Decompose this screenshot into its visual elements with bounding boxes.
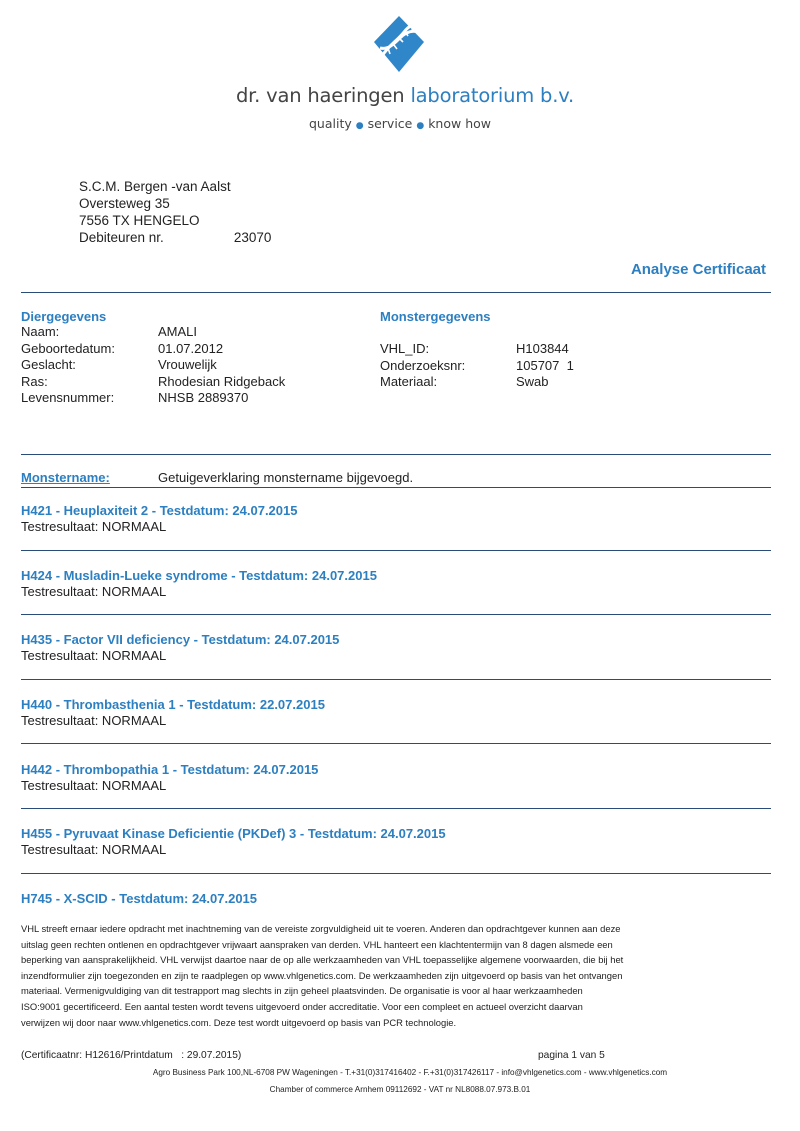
tagline-quality: quality [308, 116, 352, 131]
field-value: Rhodesian Ridgeback [158, 373, 286, 389]
test-result: Testresultaat: NORMAAL [21, 778, 167, 793]
sample-row-research-number [380, 358, 574, 375]
test-entry [21, 826, 771, 857]
debtor-number: 23070 [233, 230, 272, 245]
tagline-separator: ● [355, 121, 364, 131]
divider [21, 487, 771, 488]
certificate-number: (Certificaatnr: H12616/Printdatum : 29.07.2015) [21, 1050, 242, 1061]
field-value: NHSB 2889370 [158, 390, 249, 405]
animal-data-heading: Diergegevens [21, 309, 107, 324]
test-title: H421 - Heuplaxiteit 2 - Testdatum: 24.07.2015 [21, 503, 298, 518]
animal-row-breed [21, 374, 285, 391]
certificate-title: Analyse Certificaat [630, 261, 766, 278]
field-value: Vrouwelijk [158, 357, 217, 372]
field-value: AMALI [158, 324, 198, 339]
disclaimer-line: ISO:9001 gecertificeerd. Een aantal testen wordt tevens uitgevoerd onder accreditatie. Voor een compleet en actueel overzicht daarvan [21, 1000, 583, 1012]
sample-row-material [380, 374, 574, 391]
footer-chamber-of-commerce: Chamber of commerce Arnhem 09112692 - VAT nr NL8088.07.973.B.01 [269, 1085, 531, 1094]
test-entry [21, 891, 771, 907]
test-result: Testresultaat: NORMAAL [21, 648, 167, 663]
divider [21, 292, 771, 293]
test-result: Testresultaat: NORMAAL [21, 713, 167, 728]
test-result: Testresultaat: NORMAAL [21, 584, 167, 599]
debtor-label: Debiteuren nr. [79, 230, 164, 245]
field-value: 01.07.2012 [158, 340, 224, 356]
field-label: Ras: [21, 373, 48, 389]
test-title: H440 - Thrombasthenia 1 - Testdatum: 22.07.2015 [21, 697, 325, 712]
field-label: Geslacht: [21, 357, 76, 372]
test-result: Testresultaat: NORMAAL [21, 842, 167, 857]
divider [21, 550, 771, 551]
recipient-city: 7556 TX HENGELO [79, 213, 200, 228]
test-entry [21, 568, 771, 599]
animal-row-name [21, 324, 285, 341]
divider [21, 679, 771, 680]
field-label: Geboortedatum: [21, 340, 115, 356]
divider [21, 614, 771, 615]
disclaimer-line: VHL streeft ernaar iedere opdracht met inachtneming van de vereiste zorgvuldigheid uit te voeren. Anderen dan opdrachtgever kunnen aan deze [21, 923, 621, 934]
sampling-label: Monstername: [21, 470, 110, 485]
field-label: Levensnummer: [21, 390, 115, 405]
test-entry [21, 762, 771, 793]
test-title: H424 - Musladin-Lueke syndrome - Testdatum: 24.07.2015 [21, 568, 377, 583]
disclaimer-line: materiaal. Vermenigvuldiging van dit testrapport mag slechts in zijn geheel plaatsvinden. De organisatie is voor al haar werkzaamheden [21, 985, 583, 997]
divider [21, 808, 771, 809]
company-name-prefix: dr. van haeringen [235, 84, 405, 107]
test-title: H745 - X-SCID - Testdatum: 24.07.2015 [21, 891, 258, 906]
test-entry [21, 697, 771, 728]
company-tagline [0, 116, 800, 131]
test-title: H455 - Pyruvaat Kinase Deficientie (PKDef) 3 - Testdatum: 24.07.2015 [21, 826, 446, 841]
test-entry [21, 503, 771, 534]
disclaimer-line: uitslag geen rechten ontlenen en opdrachtgever vrijwaart aanspraken van derden. VHL hanteert een klachtentermijn van 8 dagen alsmede een [21, 938, 613, 950]
company-name [0, 84, 800, 107]
test-title: H435 - Factor VII deficiency - Testdatum: 24.07.2015 [21, 632, 340, 647]
recipient-name: S.C.M. Bergen -van Aalst [79, 179, 231, 194]
test-entry [21, 632, 771, 663]
field-label: VHL_ID: [380, 341, 430, 356]
field-label: Naam: [21, 324, 60, 339]
disclaimer-line: beperking van aansprakelijkheid. VHL verwijst daartoe naar de op alle werkzaamheden van VHL toepasselijke algemene voorwaarden, die bij het [21, 954, 624, 966]
page-number: pagina 1 van 5 [538, 1050, 605, 1061]
tagline-service: service [367, 116, 413, 131]
recipient-street: Oversteweg 35 [79, 196, 170, 211]
field-value: H103844 [516, 341, 569, 356]
sampling-value: Getuigeverklaring monstername bijgevoegd. [158, 470, 414, 485]
sample-data-list [380, 341, 574, 391]
field-value: Swab [516, 374, 549, 389]
divider [21, 873, 771, 874]
test-result: Testresultaat: NORMAAL [21, 519, 167, 534]
divider [21, 743, 771, 744]
disclaimer-line: verwijzen wij door naar www.vhlgenetics.com. Deze test wordt uitgevoerd op basis van PCR technologie. [21, 1016, 457, 1028]
disclaimer-text [21, 921, 773, 1030]
field-label: Materiaal: [380, 374, 438, 389]
field-value: 105707 1 [516, 357, 574, 373]
dna-helix-icon [370, 14, 428, 76]
sample-row-vhl-id [380, 341, 574, 358]
recipient-address [79, 178, 271, 246]
divider [21, 454, 771, 455]
tagline-separator: ● [416, 121, 425, 131]
footer-address: Agro Business Park 100,NL-6708 PW Wageningen - T.+31(0)317416402 - F.+31(0)317426117 - info@vhlgenetics.com - www.vhlgenetics.com [152, 1068, 668, 1077]
tagline-know-how: know how [428, 116, 491, 131]
animal-row-birthdate [21, 341, 285, 358]
debtor-line [79, 229, 271, 246]
animal-row-sex [21, 357, 285, 374]
animal-row-registration [21, 390, 285, 407]
animal-data-list [21, 324, 285, 407]
disclaimer-line: inzendformulier zijn toegezonden en zijn te raadplegen op www.vhlgenetics.com. De werkzaamheden zijn uitgevoerd op basis van het ontvangen [21, 969, 623, 981]
field-label: Onderzoeksnr: [380, 357, 466, 373]
sample-data-heading: Monstergegevens [380, 309, 491, 324]
test-title: H442 - Thrombopathia 1 - Testdatum: 24.07.2015 [21, 762, 319, 777]
company-logo [370, 14, 428, 76]
company-name-suffix: laboratorium b.v. [410, 84, 575, 107]
